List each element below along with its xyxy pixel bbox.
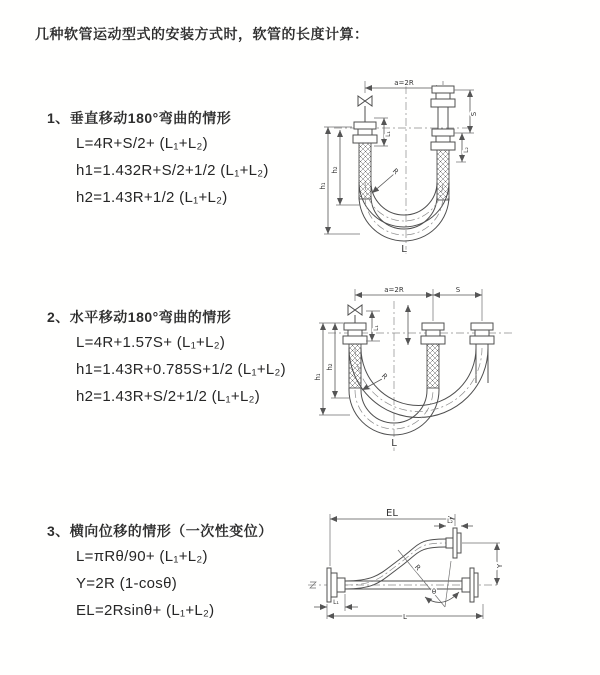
dim-y-label: Y xyxy=(496,563,504,569)
section-1-formula-h2: h2=1.43R+1/2 (L₁+L₂) xyxy=(76,189,228,206)
radius-label: R xyxy=(379,372,389,382)
dim-s-label: S xyxy=(455,286,461,294)
radius-leader xyxy=(362,372,389,390)
dimension-a-2r xyxy=(365,79,443,93)
dim-s-label: S xyxy=(470,111,478,117)
section-1-formula-h1: h1=1.432R+S/2+1/2 (L₁+L₂) xyxy=(76,162,269,179)
dim-a-label: a=2R xyxy=(384,286,404,294)
length-label: L xyxy=(403,613,407,621)
right-flange-fitting xyxy=(470,323,494,344)
diagram-lateral-displacement xyxy=(300,498,600,638)
section-2-formula-l: L=4R+1.57S+ (L₁+L₂) xyxy=(76,334,226,351)
radius-leader xyxy=(372,167,400,193)
left-flange-fitting xyxy=(327,568,345,602)
left-braided-hose xyxy=(359,143,371,199)
left-flange-fitting xyxy=(353,122,377,143)
dimension-l2 xyxy=(456,133,470,162)
dim-el-label: EL xyxy=(386,508,398,519)
left-flange-fitting xyxy=(343,323,367,344)
dimension-l xyxy=(327,604,483,621)
section-2-heading: 2、水平移动180°弯曲的情形 xyxy=(47,309,232,325)
dim-h1-label: h₁ xyxy=(319,182,327,190)
dim-l2-label: L₂ xyxy=(447,518,453,525)
diagram-horizontal-180-bend xyxy=(310,283,590,458)
dim-h1-label: h₁ xyxy=(314,373,322,381)
upper-flange-fitting xyxy=(446,528,461,558)
dim-l2-label: L₂ xyxy=(463,147,470,153)
radius-label: R xyxy=(412,563,423,573)
dimension-h2 xyxy=(326,323,350,398)
dimension-s xyxy=(433,286,482,295)
diagram-vertical-180-bend xyxy=(308,74,588,259)
middle-braided-hose xyxy=(427,344,439,388)
valve-icon xyxy=(348,305,362,323)
section-3-formula-el: EL=2Rsinθ+ (L₁+L₂) xyxy=(76,602,215,619)
dim-l1-label: L₁ xyxy=(373,325,380,331)
section-3-formula-y: Y=2R (1-cosθ) xyxy=(76,575,178,592)
angle-label: θ xyxy=(431,588,437,596)
middle-flange-fitting xyxy=(421,323,445,344)
radius-and-angle xyxy=(398,550,459,607)
radius-label: R xyxy=(390,167,400,177)
length-label: L xyxy=(391,438,397,449)
section-3-heading: 3、横向位移的情形（一次性变位） xyxy=(47,523,273,539)
right-flange-fitting xyxy=(462,568,478,602)
section-1-heading: 1、垂直移动180°弯曲的情形 xyxy=(47,110,232,126)
right-flange-fittings xyxy=(431,86,455,150)
section-2-formula-h2: h2=1.43R+S/2+1/2 (L₁+L₂) xyxy=(76,388,261,405)
dim-h2-label: h₂ xyxy=(326,363,334,371)
page-title: 几种软管运动型式的安装方式时，软管的长度计算： xyxy=(35,26,369,42)
length-label: L xyxy=(401,244,407,255)
section-1-formula-l: L=4R+S/2+ (L₁+L₂) xyxy=(76,135,208,152)
dimension-a-2r xyxy=(355,286,482,321)
right-braided-hose xyxy=(437,150,449,200)
dimension-el xyxy=(330,508,455,566)
valve-icon xyxy=(358,96,372,122)
dim-l1-label: L₁ xyxy=(385,131,392,137)
section-2-formula-h1: h1=1.43R+0.785S+1/2 (L₁+L₂) xyxy=(76,361,286,378)
dim-l1-label: L₁ xyxy=(333,599,339,606)
u-hose-loops xyxy=(359,182,449,241)
section-3-formula-l: L=πRθ/90+ (L₁+L₂) xyxy=(76,548,208,565)
dim-a-label: a=2R xyxy=(394,79,414,87)
dimension-l1 xyxy=(366,311,380,341)
dim-h2-label: h₂ xyxy=(331,166,339,174)
dimension-s xyxy=(454,90,478,133)
u-hose-loops xyxy=(349,348,488,435)
